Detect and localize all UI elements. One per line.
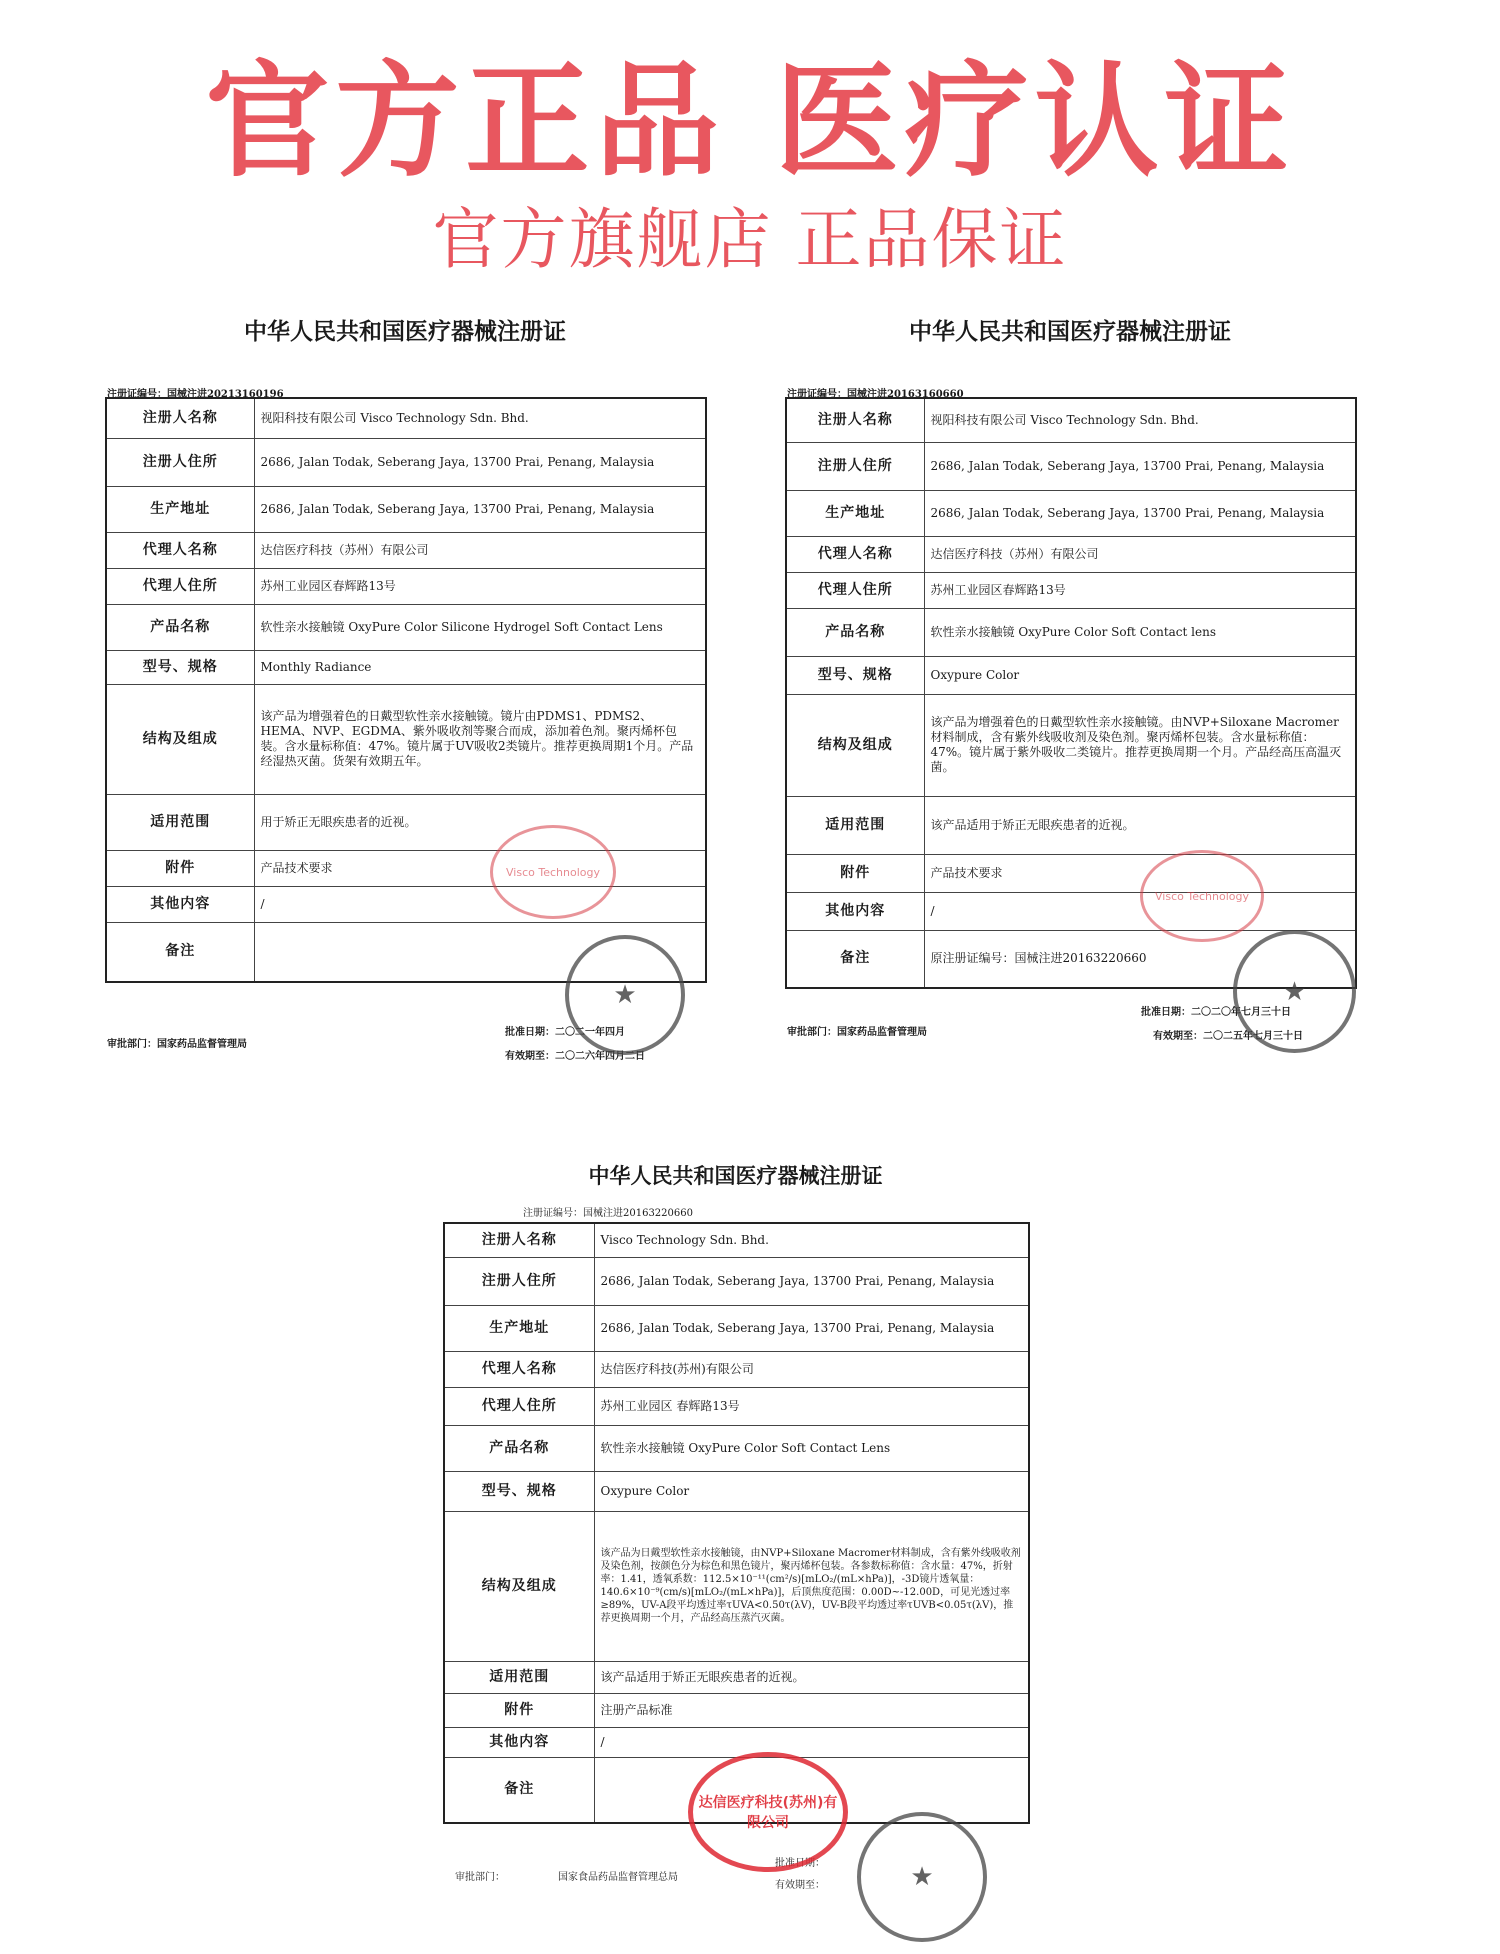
row-value: Oxypure Color xyxy=(924,656,1356,694)
row-label: 生产地址 xyxy=(106,486,254,532)
company-seal: 达信医疗科技(苏州)有限公司 xyxy=(688,1752,848,1872)
row-value: 该产品适用于矫正无眼疾患者的近视。 xyxy=(594,1661,1029,1693)
approval-date: 批准日期：二〇二一年四月 xyxy=(505,1027,625,1038)
row-label: 产品名称 xyxy=(786,608,924,656)
cert-table xyxy=(105,397,707,983)
row-label: 其他内容 xyxy=(444,1727,594,1757)
row-value: 达信医疗科技（苏州）有限公司 xyxy=(254,532,706,568)
table-row xyxy=(444,1223,1029,1257)
row-value: / xyxy=(924,892,1356,930)
row-value: 软性亲水接触镜 OxyPure Color Soft Contact lens xyxy=(924,608,1356,656)
row-label: 附件 xyxy=(444,1693,594,1727)
row-label: 代理人住所 xyxy=(106,568,254,604)
row-label: 结构及组成 xyxy=(106,684,254,794)
table-row xyxy=(106,850,706,886)
row-label: 注册人名称 xyxy=(786,398,924,442)
valid-date: 有效期至：二〇二六年四月二日 xyxy=(505,1051,645,1062)
row-value: 苏州工业园区春辉路13号 xyxy=(924,572,1356,608)
table-row xyxy=(786,694,1356,796)
row-label: 代理人住所 xyxy=(444,1387,594,1425)
row-value: 2686, Jalan Todak, Seberang Jaya, 13700 Prai, Penang, Malaysia xyxy=(924,490,1356,536)
row-value: 2686, Jalan Todak, Seberang Jaya, 13700 Prai, Penang, Malaysia xyxy=(594,1257,1029,1305)
row-value: 该产品适用于矫正无眼疾患者的近视。 xyxy=(924,796,1356,854)
approval-authority: 国家食品药品监督管理总局 xyxy=(558,1872,678,1883)
table-row xyxy=(444,1471,1029,1511)
row-value: 原注册证编号：国械注进20163220660 xyxy=(924,930,1356,988)
valid-date: 有效期至：二〇二五年七月三十日 xyxy=(1153,1031,1303,1042)
table-row xyxy=(444,1351,1029,1387)
row-label: 注册人住所 xyxy=(444,1257,594,1305)
row-value: 产品技术要求 xyxy=(254,850,706,886)
table-row xyxy=(106,438,706,486)
row-value: 视阳科技有限公司 Visco Technology Sdn. Bhd. xyxy=(254,398,706,438)
row-label: 型号、规格 xyxy=(106,650,254,684)
row-label: 注册人名称 xyxy=(106,398,254,438)
table-row xyxy=(106,486,706,532)
row-label: 型号、规格 xyxy=(444,1471,594,1511)
row-value: 2686, Jalan Todak, Seberang Jaya, 13700 Prai, Penang, Malaysia xyxy=(254,438,706,486)
table-row xyxy=(106,886,706,922)
row-label: 代理人名称 xyxy=(106,532,254,568)
table-row xyxy=(786,656,1356,694)
table-row xyxy=(786,572,1356,608)
row-value: Monthly Radiance xyxy=(254,650,706,684)
row-value: 注册产品标准 xyxy=(594,1693,1029,1727)
table-row xyxy=(106,684,706,794)
row-value: 达信医疗科技(苏州)有限公司 xyxy=(594,1351,1029,1387)
row-value: Oxypure Color xyxy=(594,1471,1029,1511)
registration-number: 注册证编号：国械注进20163160660 xyxy=(787,389,964,400)
table-row xyxy=(444,1511,1029,1661)
row-value: Visco Technology Sdn. Bhd. xyxy=(594,1223,1029,1257)
table-row xyxy=(444,1727,1029,1757)
cert-title: 中华人民共和国医疗器械注册证 xyxy=(588,1163,883,1188)
table-row xyxy=(786,892,1356,930)
table-row xyxy=(786,536,1356,572)
registration-number: 注册证编号：国械注进20163220660 xyxy=(523,1208,693,1219)
row-label: 备注 xyxy=(106,922,254,982)
table-row xyxy=(106,398,706,438)
table-row xyxy=(106,794,706,850)
row-label: 注册人名称 xyxy=(444,1223,594,1257)
table-row xyxy=(444,1661,1029,1693)
certificate-2 xyxy=(785,305,1355,1065)
cert-title: 中华人民共和国医疗器械注册证 xyxy=(909,318,1231,345)
approval-department: 审批部门： xyxy=(455,1872,505,1883)
row-value: / xyxy=(254,886,706,922)
row-value: 该产品为增强着色的日戴型软性亲水接触镜。由NVP+Siloxane Macromer材料制成，含有紫外线吸收剂及染色剂。聚丙烯杯包装。含水量标称值：47%。镜片属于紫外吸收二类镜片。推荐更换周期一个月。产品经高压高温灭菌。 xyxy=(924,694,1356,796)
bureau-seal: ★ xyxy=(1233,930,1356,1053)
table-row xyxy=(786,854,1356,892)
row-label: 适用范围 xyxy=(444,1661,594,1693)
table-row xyxy=(444,1305,1029,1351)
certificate-1 xyxy=(105,305,705,1065)
table-row xyxy=(786,442,1356,490)
cfda-seal: ★ xyxy=(857,1812,987,1942)
row-value: 视阳科技有限公司 Visco Technology Sdn. Bhd. xyxy=(924,398,1356,442)
row-value: 苏州工业园区春辉路13号 xyxy=(254,568,706,604)
approval-date: 批准日期： xyxy=(775,1858,825,1869)
table-row xyxy=(106,604,706,650)
row-value: 苏州工业园区 春辉路13号 xyxy=(594,1387,1029,1425)
approval-date: 批准日期：二〇二〇年七月三十日 xyxy=(1141,1007,1291,1018)
certificate-3 xyxy=(443,1160,1028,1920)
approval-department: 审批部门：国家药品监督管理局 xyxy=(787,1027,927,1038)
cert-table xyxy=(443,1222,1030,1824)
row-value: 2686, Jalan Todak, Seberang Jaya, 13700 Prai, Penang, Malaysia xyxy=(254,486,706,532)
registration-number: 注册证编号：国械注进20213160196 xyxy=(107,389,284,400)
row-label: 产品名称 xyxy=(444,1425,594,1471)
row-label: 代理人住所 xyxy=(786,572,924,608)
row-value: / xyxy=(594,1727,1029,1757)
row-label: 附件 xyxy=(106,850,254,886)
bureau-seal: ★ xyxy=(565,935,685,1055)
row-label: 代理人名称 xyxy=(444,1351,594,1387)
row-value: 用于矫正无眼疾患者的近视。 xyxy=(254,794,706,850)
company-seal: Visco Technology xyxy=(490,825,616,919)
row-label: 代理人名称 xyxy=(786,536,924,572)
row-label: 注册人住所 xyxy=(106,438,254,486)
table-row xyxy=(786,490,1356,536)
approval-department: 审批部门：国家药品监督管理局 xyxy=(107,1039,247,1050)
row-label: 附件 xyxy=(786,854,924,892)
row-label: 适用范围 xyxy=(786,796,924,854)
row-label: 生产地址 xyxy=(786,490,924,536)
row-label: 注册人住所 xyxy=(786,442,924,490)
table-row xyxy=(444,1425,1029,1471)
row-value: 软性亲水接触镜 OxyPure Color Soft Contact Lens xyxy=(594,1425,1029,1471)
row-label: 结构及组成 xyxy=(444,1511,594,1661)
banner-title: 官方正品 医疗认证 xyxy=(205,50,1295,194)
table-row xyxy=(786,398,1356,442)
cert-table xyxy=(785,397,1357,989)
banner-subtitle: 官方旗舰店 正品保证 xyxy=(432,201,1068,278)
table-row xyxy=(786,608,1356,656)
table-row xyxy=(106,532,706,568)
table-row xyxy=(786,796,1356,854)
row-label: 适用范围 xyxy=(106,794,254,850)
row-label: 备注 xyxy=(444,1757,594,1823)
row-label: 其他内容 xyxy=(106,886,254,922)
table-row xyxy=(106,568,706,604)
row-value: 达信医疗科技（苏州）有限公司 xyxy=(924,536,1356,572)
row-label: 产品名称 xyxy=(106,604,254,650)
row-label: 备注 xyxy=(786,930,924,988)
table-row xyxy=(444,1257,1029,1305)
row-label: 型号、规格 xyxy=(786,656,924,694)
row-value: 该产品为日戴型软性亲水接触镜，由NVP+Siloxane Macromer材料制成，含有紫外线吸收剂及染色剂，按颜色分为棕色和黑色镜片，聚丙烯杯包装。各参数标称值：含水量：47%，折射率：1.41，透氧系数：112.5×10⁻¹¹(cm²/s)[mLO₂/(mL×hPa)]，-3D镜片透氧量：140.6×10⁻⁹(cm/s)[mLO₂/(mL×hPa)]，后顶焦度范围：0.00D~-12.00D，可见光透过率≥89%，UV-A段平均透过率τUVA<0.50τ(λV)，UV-B段平均透过率τUVB<0.05τ(λV)，推荐更换周期一个月，产品经高压蒸汽灭菌。 xyxy=(594,1511,1029,1661)
table-row xyxy=(444,1693,1029,1727)
company-seal: Visco Technology xyxy=(1140,850,1264,942)
row-value: 2686, Jalan Todak, Seberang Jaya, 13700 Prai, Penang, Malaysia xyxy=(924,442,1356,490)
row-label: 结构及组成 xyxy=(786,694,924,796)
valid-date: 有效期至： xyxy=(775,1880,825,1891)
row-value: 该产品为增强着色的日戴型软性亲水接触镜。镜片由PDMS1、PDMS2、HEMA、NVP、EGDMA、紫外吸收剂等聚合而成，添加着色剂。聚丙烯杯包装。含水量标称值：47%。镜片属于UV吸收2类镜片。推荐更换周期1个月。产品经湿热灭菌。货架有效期五年。 xyxy=(254,684,706,794)
cert-title: 中华人民共和国医疗器械注册证 xyxy=(244,318,566,345)
row-label: 其他内容 xyxy=(786,892,924,930)
table-row xyxy=(106,650,706,684)
table-row xyxy=(444,1387,1029,1425)
row-value: 2686, Jalan Todak, Seberang Jaya, 13700 Prai, Penang, Malaysia xyxy=(594,1305,1029,1351)
row-value: 产品技术要求 xyxy=(924,854,1356,892)
row-label: 生产地址 xyxy=(444,1305,594,1351)
row-value: 软性亲水接触镜 OxyPure Color Silicone Hydrogel Soft Contact Lens xyxy=(254,604,706,650)
